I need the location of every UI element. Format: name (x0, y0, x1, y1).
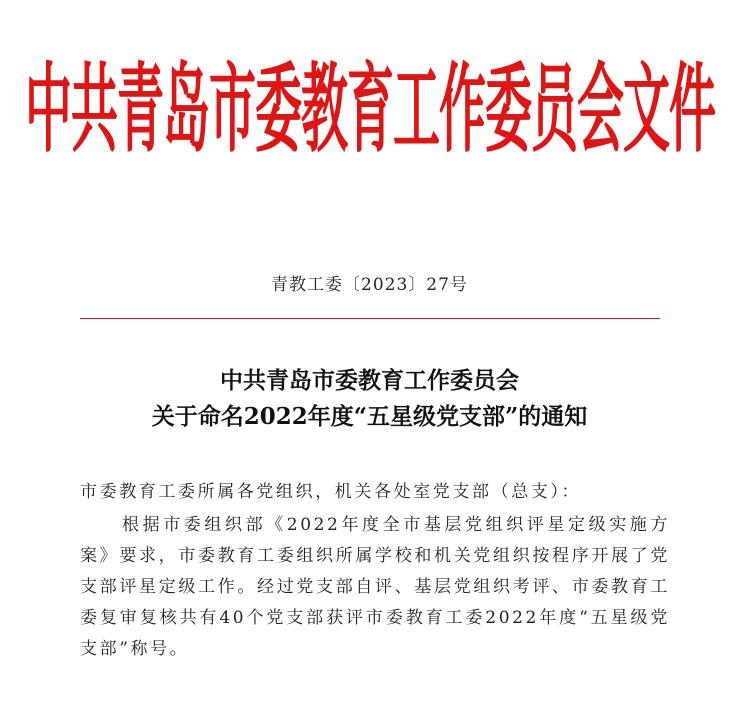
document-masthead (25, 52, 715, 168)
body-paragraph: 根据市委组织部《2022年度全市基层党组织评星定级实施方案》要求，市委教育工委组织所属学校和机关党组织按程序开展了党支部评星定级工作。经过党支部自评、基层党组织考评、市委教育工委复审复核共有40个党支部获评市委教育工委2022年度“五星级党支部”称号。 (80, 515, 670, 659)
red-divider-line (80, 318, 660, 319)
masthead-title: 中共青岛市委教育工作委员会文件 (25, 53, 715, 167)
salutation: 市委教育工委所属各党组织，机关各处室党支部（总支）： (80, 482, 582, 502)
notice-title-line-1: 中共青岛市委教育工作委员会 (220, 367, 519, 394)
document-number: 青教工委〔2023〕27号 (271, 275, 468, 295)
notice-title-line-2: 关于命名2022年度“五星级党支部”的通知 (151, 403, 588, 430)
